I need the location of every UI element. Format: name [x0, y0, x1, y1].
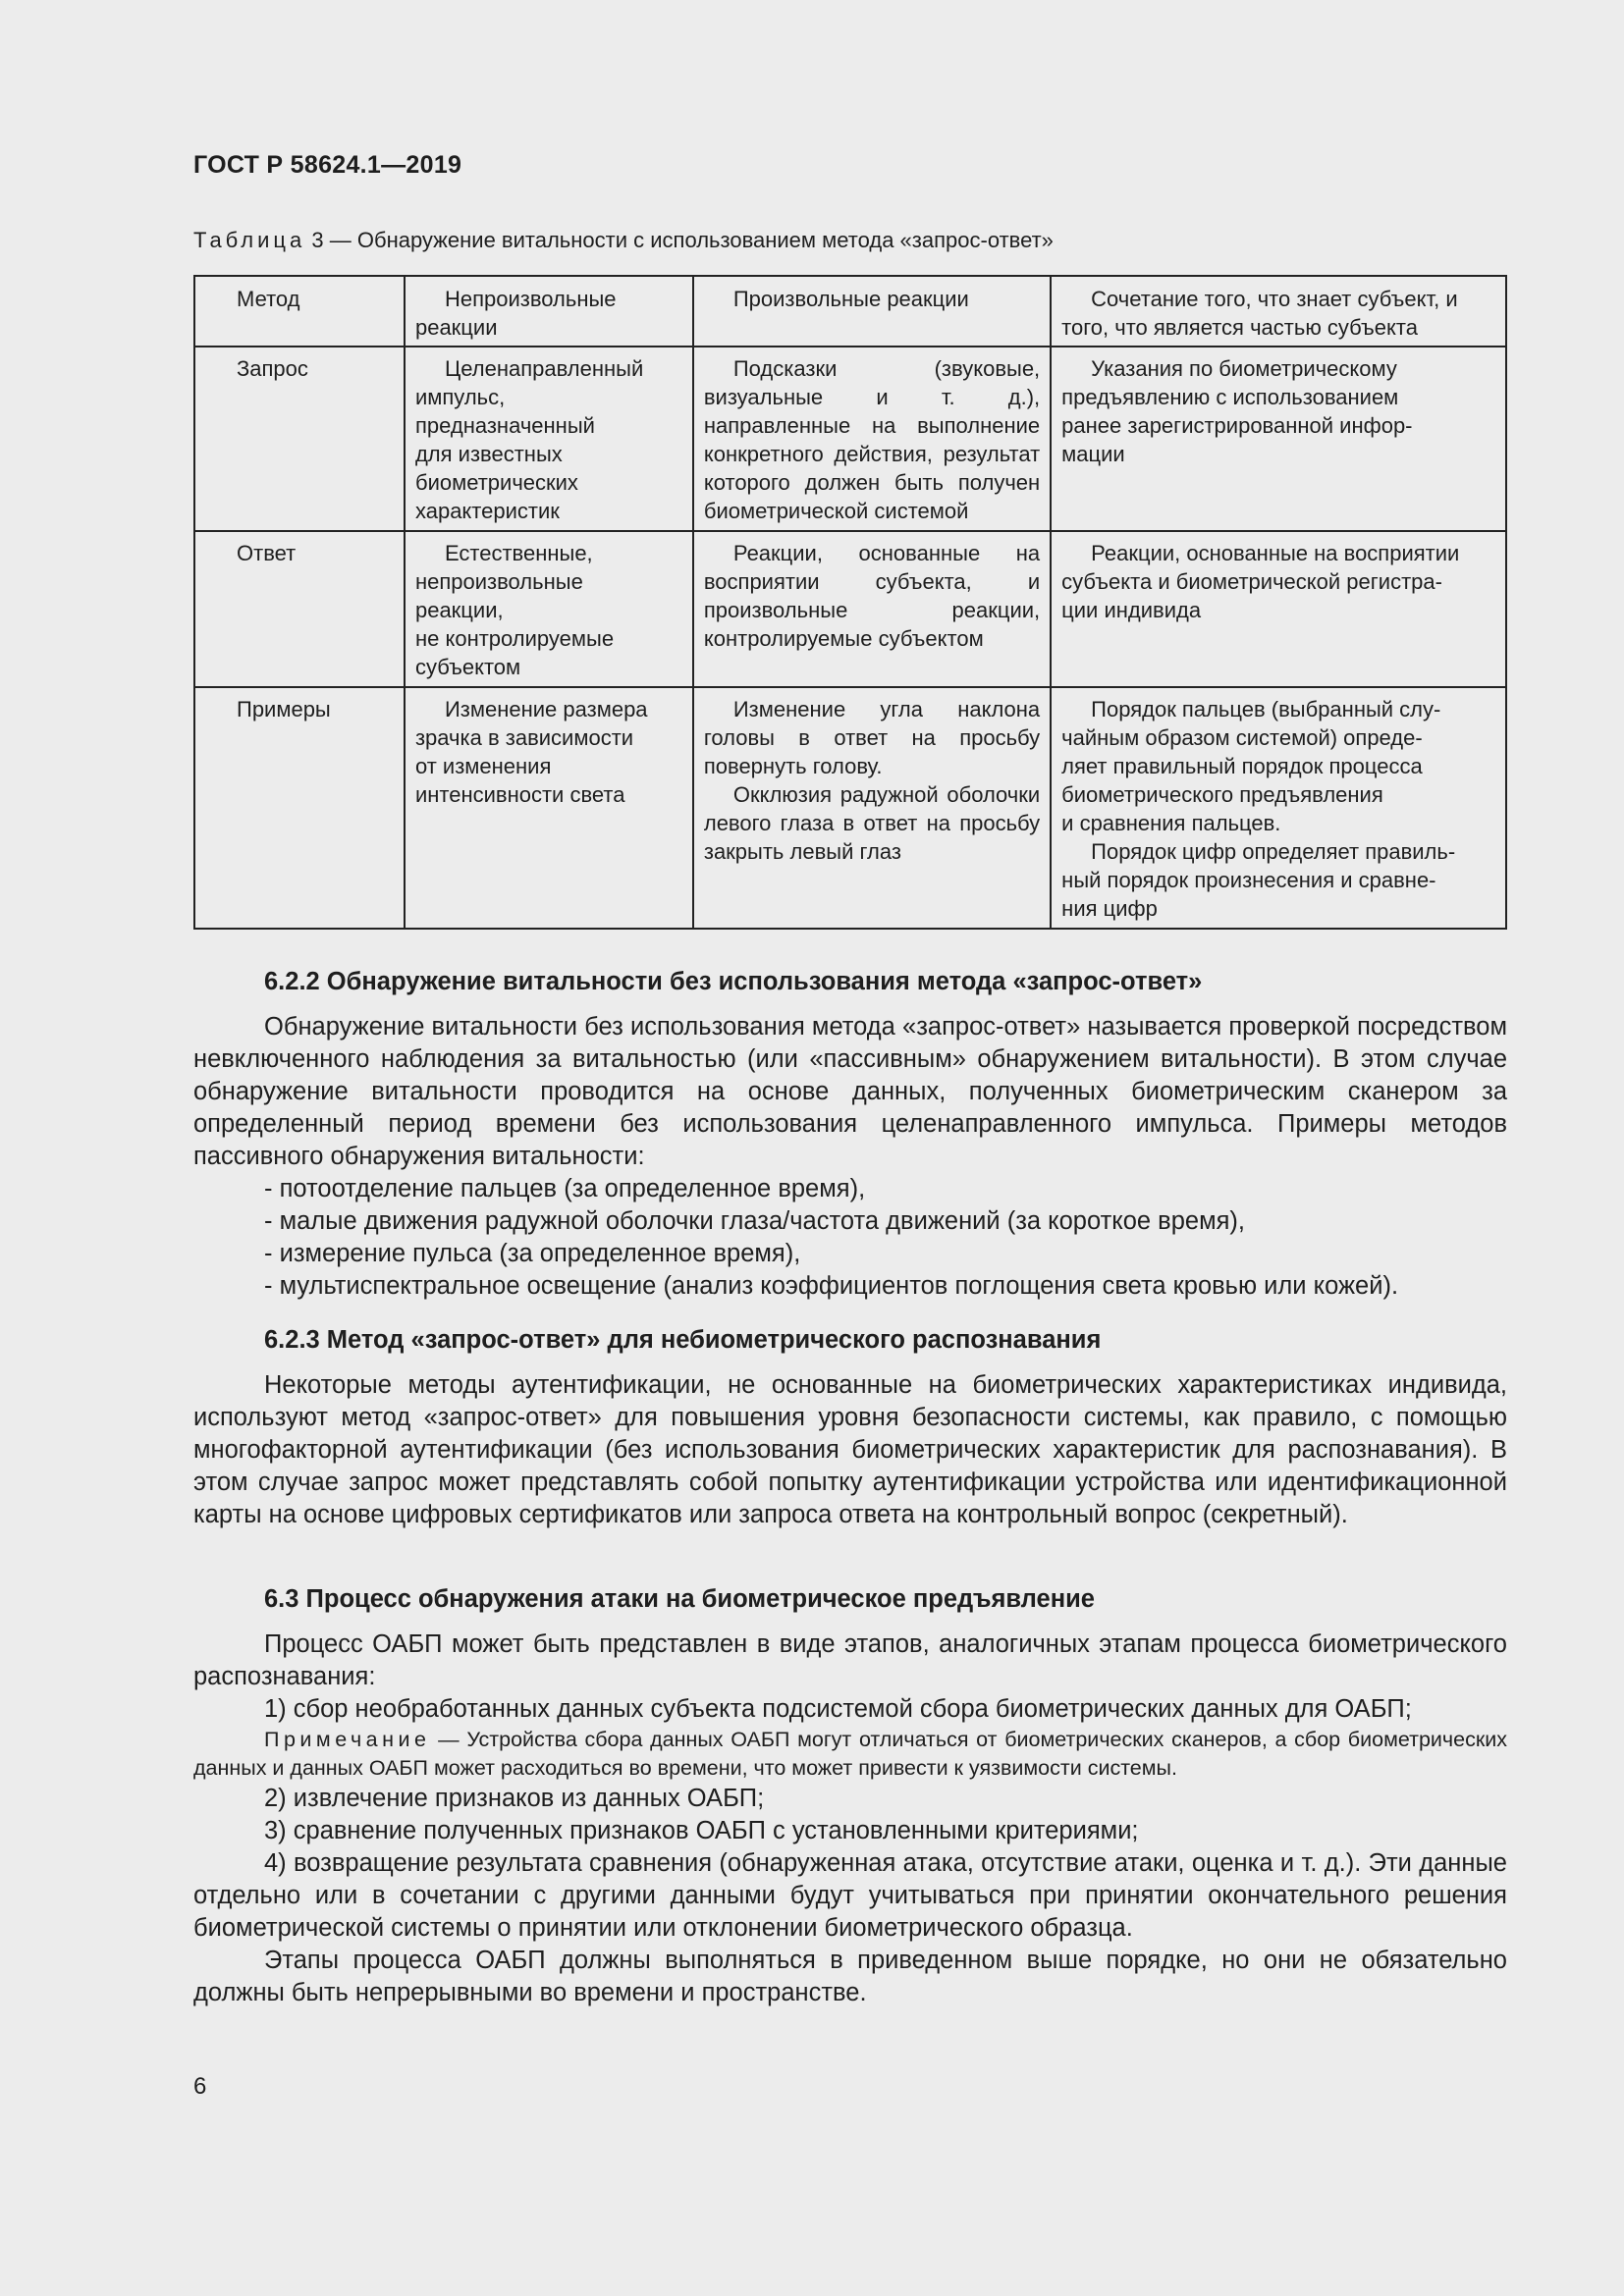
section-6-3 [193, 1583, 1507, 2009]
section-title: 6.2.3 Метод «запрос-ответ» для небиометрического распознавания [264, 1326, 1102, 1354]
cell-combination [1051, 687, 1506, 929]
table-title: 3 — Обнаружение витальности с использованием метода «запрос-ответ» [311, 228, 1054, 252]
cell-line: импульс, [414, 385, 506, 409]
list-item: - потоотделение пальцев (за определенное время), [264, 1175, 866, 1202]
cell-line: для известных [414, 442, 563, 466]
cell-line: характеристик [414, 499, 560, 523]
list-item: - малые движения радужной оболочки глаза/частота движений (за короткое время), [264, 1207, 1245, 1235]
cell-voluntary [693, 531, 1051, 687]
column-header-combination: Сочетание того, что знает субъект, и того, что является частью субъекта [1051, 276, 1506, 347]
cell-paragraph: Подсказки (звуковые, визуальные и т. д.), направленные на выполнение конкретного действия, результат которого должен быть получен биометрической системой [703, 356, 1041, 523]
column-header-method: Метод [194, 276, 405, 347]
cell-line: предназначенный [414, 413, 595, 438]
cell-involuntary [405, 531, 693, 687]
cell-line: биометрических [414, 470, 578, 495]
cell-paragraph: Изменение угла наклона головы в ответ на просьбу повернуть голову. [703, 697, 1041, 778]
cell-paragraph: Реакции, основанные на восприятии субъекта, и произвольные реакции, контролируемые субъектом [703, 541, 1041, 651]
cell-voluntary [693, 347, 1051, 531]
cell-line: чайным образом системой) опреде- [1061, 725, 1423, 750]
note-label: Примечание [264, 1728, 431, 1751]
cell-method: Запрос [194, 347, 405, 531]
cell-line: интенсивности света [414, 782, 625, 807]
cell-line: Реакции, основанные на восприятии [1091, 541, 1460, 565]
list-item: - измерение пульса (за определенное время), [264, 1240, 801, 1267]
cell-line: биометрического предъявления [1061, 782, 1383, 807]
cell-line: ния цифр [1061, 896, 1158, 921]
cell-line: Указания по биометрическому [1091, 356, 1397, 381]
cell-combination [1051, 347, 1506, 531]
table-row [194, 347, 1506, 531]
cell-combination [1051, 531, 1506, 687]
paragraph: Этапы процесса ОАБП должны выполняться в приведенном выше порядке, но они не обязательно должны быть непрерывными во времени и пространстве. [193, 1947, 1507, 2006]
cell-line: и сравнения пальцев. [1061, 811, 1281, 835]
cell-line: Порядок цифр определяет правиль- [1091, 839, 1456, 864]
cell-method: Ответ [194, 531, 405, 687]
page-number: 6 [193, 2073, 207, 2100]
cell-line: зрачка в зависимости [414, 725, 634, 750]
cell-line: Целенаправленный [444, 356, 644, 381]
list-item: 1) сбор необработанных данных субъекта подсистемой сбора биометрических данных для ОАБП; [264, 1695, 1412, 1723]
section-title: 6.2.2 Обнаружение витальности без использования метода «запрос-ответ» [264, 968, 1203, 995]
cell-line: Естественные, [444, 541, 593, 565]
cell-line: субъектом [414, 655, 521, 679]
cell-line: ранее зарегистрированной инфор- [1061, 413, 1413, 438]
cell-involuntary [405, 347, 693, 531]
list-item: 3) сравнение полученных признаков ОАБП с установленными критериями; [264, 1817, 1139, 1844]
table-label: Таблица [193, 228, 306, 252]
cell-line: Порядок пальцев (выбранный слу- [1091, 697, 1441, 721]
cell-line: ляет правильный порядок процесса [1061, 754, 1423, 778]
cell-line: субъекта и биометрической регистра- [1061, 569, 1442, 594]
standard-header: ГОСТ Р 58624.1—2019 [193, 151, 462, 179]
cell-line: мации [1061, 442, 1125, 466]
cell-line: ции индивида [1061, 598, 1202, 622]
paragraph: Некоторые методы аутентификации, не основанные на биометрических характеристиках индивида, используют метод «запрос-ответ» для повышения уровня безопасности системы, как правило, с помощью многофакторной аутентификации (без использования биометрических характеристик для распознавания). В этом случае запрос может представлять собой попытку аутентификации устройства или идентификационной карты на основе цифровых сертификатов или запроса ответа на контрольный вопрос (секретный). [193, 1371, 1507, 1528]
table-3 [193, 275, 1507, 930]
section-6-2-2 [193, 966, 1507, 1303]
list-item: 2) извлечение признаков из данных ОАБП; [264, 1785, 765, 1812]
column-header-voluntary: Произвольные реакции [693, 276, 1051, 347]
column-header-involuntary: Непроизвольные реакции [405, 276, 693, 347]
cell-line: предъявлению с использованием [1061, 385, 1399, 409]
cell-line: Изменение размера [444, 697, 648, 721]
table-row [194, 531, 1506, 687]
table-caption [193, 228, 1054, 253]
table-row [194, 687, 1506, 929]
cell-method: Примеры [194, 687, 405, 929]
note-text: — Устройства сбора данных ОАБП могут отличаться от биометрических сканеров, а сбор биометрических данных и данных ОАБП может расходиться во времени, что может привести к уязвимости системы. [193, 1728, 1507, 1780]
table-header-row [194, 276, 1506, 347]
paragraph: Обнаружение витальности без использования метода «запрос-ответ» называется проверкой посредством невключенного наблюдения за витальностью (или «пассивным» обнаружением витальности). В этом случае обнаружение витальности проводится на основе данных, полученных биометрическим сканером за определенный период времени без использования целенаправленного импульса. Примеры методов пассивного обнаружения витальности: [193, 1013, 1507, 1170]
section-6-2-3 [193, 1324, 1507, 1531]
cell-involuntary [405, 687, 693, 929]
cell-paragraph: Окклюзия радужной оболочки левого глаза в ответ на просьбу закрыть левый глаз [703, 782, 1041, 864]
list-item: 4) возвращение результата сравнения (обнаруженная атака, отсутствие атаки, оценка и т. д.). Эти данные отдельно или в сочетании с другими данными будут учитываться при принятии окончательного решения биометрической системы о принятии или отклонении биометрического образца. [193, 1849, 1507, 1942]
section-title: 6.3 Процесс обнаружения атаки на биометрическое предъявление [264, 1585, 1095, 1613]
cell-line: непроизвольные [414, 569, 583, 594]
paragraph: Процесс ОАБП может быть представлен в виде этапов, аналогичных этапам процесса биометрического распознавания: [193, 1630, 1507, 1690]
cell-line: ный порядок произнесения и сравне- [1061, 868, 1436, 892]
cell-line: реакции, [414, 598, 504, 622]
cell-line: от изменения [414, 754, 552, 778]
cell-line: не контролируемые [414, 626, 615, 651]
note [193, 1726, 1507, 1783]
list-item: - мультиспектральное освещение (анализ коэффициентов поглощения света кровью или кожей). [264, 1272, 1399, 1300]
cell-voluntary [693, 687, 1051, 929]
